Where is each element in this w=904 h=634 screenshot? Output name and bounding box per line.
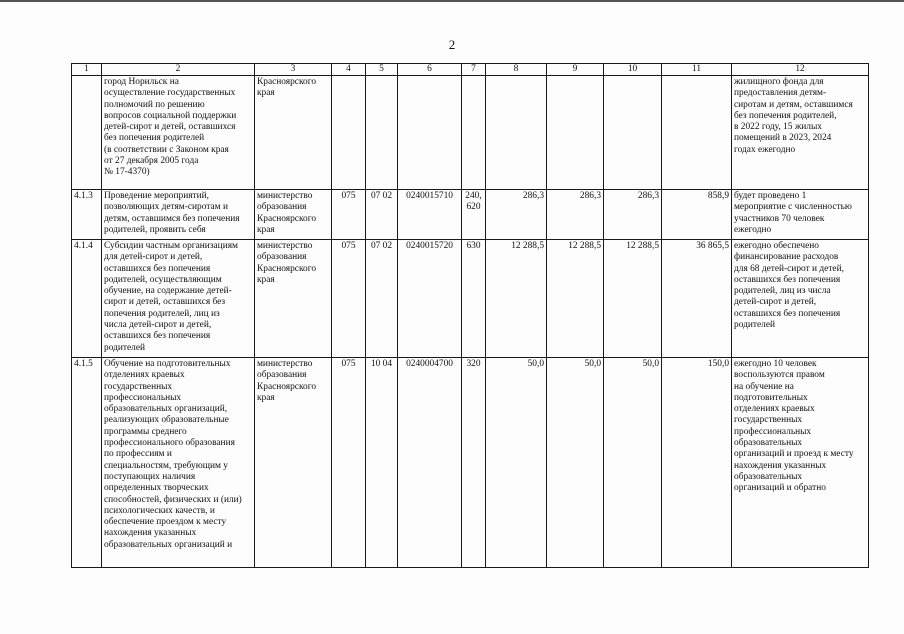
amount-total-cell: [662, 76, 732, 190]
amount-2023-cell: 12 288,5: [547, 240, 604, 358]
column-header: 11: [662, 64, 732, 76]
column-header: 2: [102, 64, 255, 76]
column-header: 8: [486, 64, 547, 76]
target-article-cell: 0240015720: [398, 240, 462, 358]
amount-2022-cell: 50,0: [486, 358, 547, 568]
amount-2022-cell: 12 288,5: [486, 240, 547, 358]
administrator-cell: министерство образования Красноярского края: [255, 358, 332, 568]
administrator-cell: министерство образования Красноярского края: [255, 240, 332, 358]
table-row: [72, 240, 869, 358]
column-header: 5: [366, 64, 398, 76]
expected-result-cell: будет проведено 1 мероприятие с численностью участников 70 человек ежегодно: [732, 190, 869, 240]
column-header: 9: [547, 64, 604, 76]
target-article-cell: 0240004700: [398, 358, 462, 568]
target-article-cell: [398, 76, 462, 190]
column-header: 12: [732, 64, 869, 76]
administrator-cell: Красноярского края: [255, 76, 332, 190]
expected-result-cell: жилищного фонда для предоставления детям- сиротам и детям, оставшимся без попечения родителей, в 2022 году, 15 жилых помещений в 2023, 2024 годах ежегодно: [732, 76, 869, 190]
item-number-cell: [72, 76, 102, 190]
amount-total-cell: 36 865,5: [662, 240, 732, 358]
column-header: 3: [255, 64, 332, 76]
amount-2023-cell: [547, 76, 604, 190]
column-number-header-row: [72, 64, 869, 76]
expense-type-cell: [462, 76, 486, 190]
table-row: [72, 76, 869, 190]
amount-total-cell: 858,9: [662, 190, 732, 240]
column-header: 7: [462, 64, 486, 76]
item-number-cell: 4.1.3: [72, 190, 102, 240]
section-code-cell: 07 02: [366, 240, 398, 358]
amount-2024-cell: 286,3: [604, 190, 662, 240]
section-code-cell: 10 04: [366, 358, 398, 568]
amount-2023-cell: 286,3: [547, 190, 604, 240]
target-article-cell: 0240015710: [398, 190, 462, 240]
column-header: 4: [332, 64, 366, 76]
amount-2022-cell: [486, 76, 547, 190]
activity-name-cell: Обучение на подготовительных отделениях краевых государственных профессиональных образовательных организаций, реализующих образовательные программы среднего профессионального образования по профессиям и специальностям, требующим у поступающих наличия определенных творческих способностей, физических и (или) психологических качеств, и обеспечение проездом к месту нахождения указанных образовательных организаций и: [102, 358, 255, 568]
administrator-cell: министерство образования Красноярского края: [255, 190, 332, 240]
column-header: 6: [398, 64, 462, 76]
item-number-cell: 4.1.4: [72, 240, 102, 358]
item-number-cell: 4.1.5: [72, 358, 102, 568]
table-row: [72, 358, 869, 568]
grbs-code-cell: 075: [332, 358, 366, 568]
top-border-line: [0, 0, 904, 2]
amount-2023-cell: 50,0: [547, 358, 604, 568]
grbs-code-cell: [332, 76, 366, 190]
expected-result-cell: ежегодно 10 человек воспользуются правом на обучение на подготовительных отделениях краевых государственных профессиональных образовательных организаций и проезд к месту нахождения указанных образовательных организаций и обратно: [732, 358, 869, 568]
section-code-cell: 07 02: [366, 190, 398, 240]
amount-2022-cell: 286,3: [486, 190, 547, 240]
program-activities-table: [71, 63, 869, 568]
amount-2024-cell: 50,0: [604, 358, 662, 568]
expected-result-cell: ежегодно обеспечено финансирование расходов для 68 детей-сирот и детей, оставшихся без попечения родителей, лиц из числа детей-сирот и детей, оставшихся без попечения родителей: [732, 240, 869, 358]
expense-type-cell: 240, 620: [462, 190, 486, 240]
grbs-code-cell: 075: [332, 240, 366, 358]
section-code-cell: [366, 76, 398, 190]
expense-type-cell: 630: [462, 240, 486, 358]
expense-type-cell: 320: [462, 358, 486, 568]
activity-name-cell: Проведение мероприятий, позволяющих детям-сиротам и детям, оставшимся без попечения родителей, проявить себя: [102, 190, 255, 240]
amount-2024-cell: [604, 76, 662, 190]
column-header: 1: [72, 64, 102, 76]
column-header: 10: [604, 64, 662, 76]
grbs-code-cell: 075: [332, 190, 366, 240]
activity-name-cell: Субсидии частным организациям для детей-сирот и детей, оставшихся без попечения родителей, осуществляющим обучение, на содержание детей- сирот и детей, оставшихся без попечения родителей, лиц из числа детей-сирот и детей, оставшихся без попечения родителей: [102, 240, 255, 358]
table-row: [72, 190, 869, 240]
amount-total-cell: 150,0: [662, 358, 732, 568]
amount-2024-cell: 12 288,5: [604, 240, 662, 358]
page-number: 2: [448, 37, 456, 52]
activity-name-cell: город Норильск на осуществление государственных полномочий по решению вопросов социальной поддержки детей-сирот и детей, оставшихся без попечения родителей (в соответствии с Законом края от 27 декабря 2005 года № 17-4370): [102, 76, 255, 190]
